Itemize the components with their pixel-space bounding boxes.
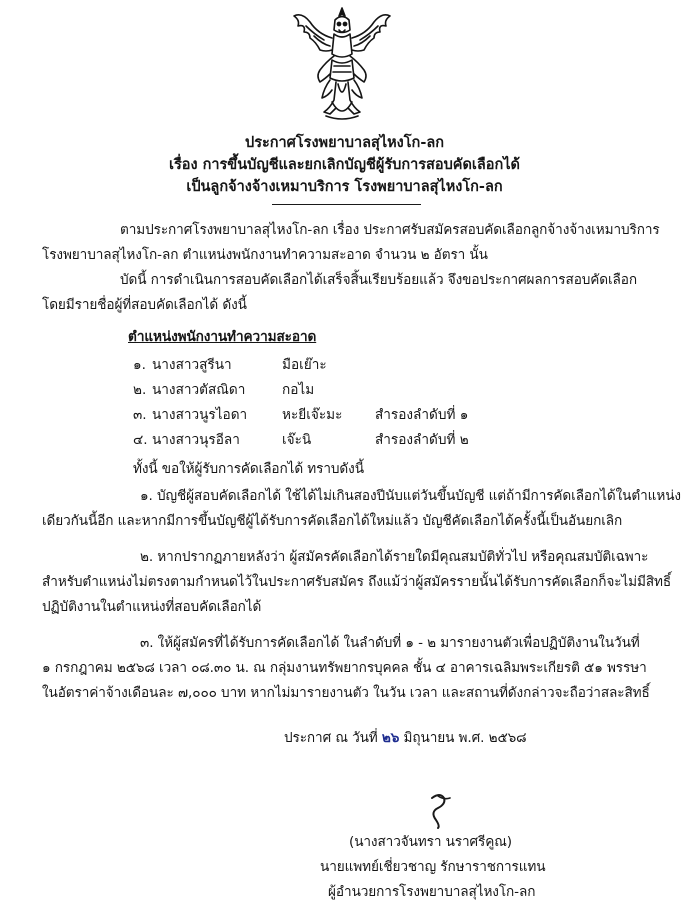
condition-2-cont-2: ปฏิบัติงานในตำแหน่งที่สอบคัดเลือกได้ [42,599,262,615]
header-divider [272,204,421,205]
candidate-number: ๑. [133,357,146,373]
condition-2-cont: สำหรับตำแหน่งไม่ตรงตามกำหนดไว้ในประกาศรับสมัคร ถึงแม้ว่าผู้สมัครรายนั้นได้รับการคัดเลือกก็จะไม่มีสิทธิ์ [42,574,672,590]
conditions-lead: ทั้งนี้ ขอให้ผู้รับการคัดเลือกได้ ทราบดังนี้ [133,461,364,477]
condition-2: ๒. หากปรากฏภายหลังว่า ผู้สมัครคัดเลือกได้รายใดมีคุณสมบัติทั่วไป หรือคุณสมบัติเฉพาะ [140,549,649,565]
header-subject: เรื่อง การขึ้นบัญชีและยกเลิกบัญชีผู้รับการสอบคัดเลือกได้ [169,157,520,173]
signer-name: (นางสาวจันทรา นราศรีคูณ) [349,834,512,850]
candidate-note: สำรองลำดับที่ ๑ [375,407,469,423]
candidate-last-name: หะยีเจ๊ะมะ [282,407,343,423]
announce-prefix: ประกาศ ณ วันที่ [284,730,378,746]
candidate-first-name: นางสาวตัสณิดา [152,382,246,398]
candidate-number: ๒. [133,382,147,398]
candidate-first-name: นางสาวสูรีนา [152,357,232,373]
intro-paragraph-1-cont: โรงพยาบาลสุไหงโก-ลก ตำแหน่งพนักงานทำความสะอาด จำนวน ๒ อัตรา นั้น [42,247,488,263]
candidate-first-name: นางสาวนูรไอดา [152,407,248,423]
condition-1: ๑. บัญชีผู้สอบคัดเลือกได้ ใช้ได้ไม่เกินสองปีนับแต่วันขึ้นบัญชี แต่ถ้ามีการคัดเลือกได้ในตำแหน่ง [140,488,681,504]
candidate-last-name: มือเย๊าะ [282,357,327,373]
condition-1-cont: เดียวกันนี้อีก และหากมีการขึ้นบัญชีผู้ได้รับการคัดเลือกได้ใหม่แล้ว บัญชีคัดเลือกได้ครั้งนี้เป็นอันยกเลิก [42,513,623,529]
signature-icon [410,790,470,830]
condition-3-cont: ๑ กรกฎาคม ๒๕๖๘ เวลา ๐๘.๓๐ น. ณ กลุ่มงานทรัพยากรบุคคล ชั้น ๔ อาคารเฉลิมพระเกียรติ ๕๑ พรรษา [42,660,647,676]
position-title: ตำแหน่งพนักงานทำความสะอาด [128,329,317,345]
intro-paragraph-2-cont: โดยมีรายชื่อผู้ที่สอบคัดเลือกได้ ดังนี้ [42,297,247,313]
announce-suffix: มิถุนายน พ.ศ. ๒๕๖๘ [403,730,527,746]
candidate-last-name: กอไม [282,382,315,398]
garuda-emblem-icon [290,4,394,122]
candidate-first-name: นางสาวนุรอีลา [152,432,240,448]
intro-paragraph-1: ตามประกาศโรงพยาบาลสุไหงโก-ลก เรื่อง ประกาศรับสมัครสอบคัดเลือกลูกจ้างจ้างเหมาบริการ [120,222,660,238]
announce-date [284,726,527,748]
candidate-number: ๔. [133,432,148,448]
signer-organization: ผู้อำนวยการโรงพยาบาลสุไหงโก-ลก [328,884,536,900]
condition-3: ๓. ให้ผู้สมัครที่ได้รับการคัดเลือกได้ ในลำดับที่ ๑ - ๒ มารายงานตัวเพื่อปฏิบัติงานในวันที่ [140,635,640,651]
signer-role: นายแพทย์เชี่ยวชาญ รักษาราชการแทน [320,859,546,875]
header-subject-line2: เป็นลูกจ้างจ้างเหมาบริการ โรงพยาบาลสุไหงโก-ลก [186,179,503,195]
header-title: ประกาศโรงพยาบาลสุไหงโก-ลก [244,135,445,151]
announce-day-handwritten: ๒๖ [381,730,400,746]
candidate-number: ๓. [133,407,147,423]
condition-3-cont-2: ในอัตราค่าจ้างเดือนละ ๗,๐๐๐ บาท หากไม่มารายงานตัว ในวัน เวลา และสถานที่ดังกล่าวจะถือว่าสละสิทธิ์ [42,685,650,701]
intro-paragraph-2: บัดนี้ การดำเนินการสอบคัดเลือกได้เสร็จสิ้นเรียบร้อยแล้ว จึงขอประกาศผลการสอบคัดเลือก [120,272,637,288]
candidate-last-name: เจ๊ะนิ [282,432,312,448]
candidate-note: สำรองลำดับที่ ๒ [375,432,469,448]
